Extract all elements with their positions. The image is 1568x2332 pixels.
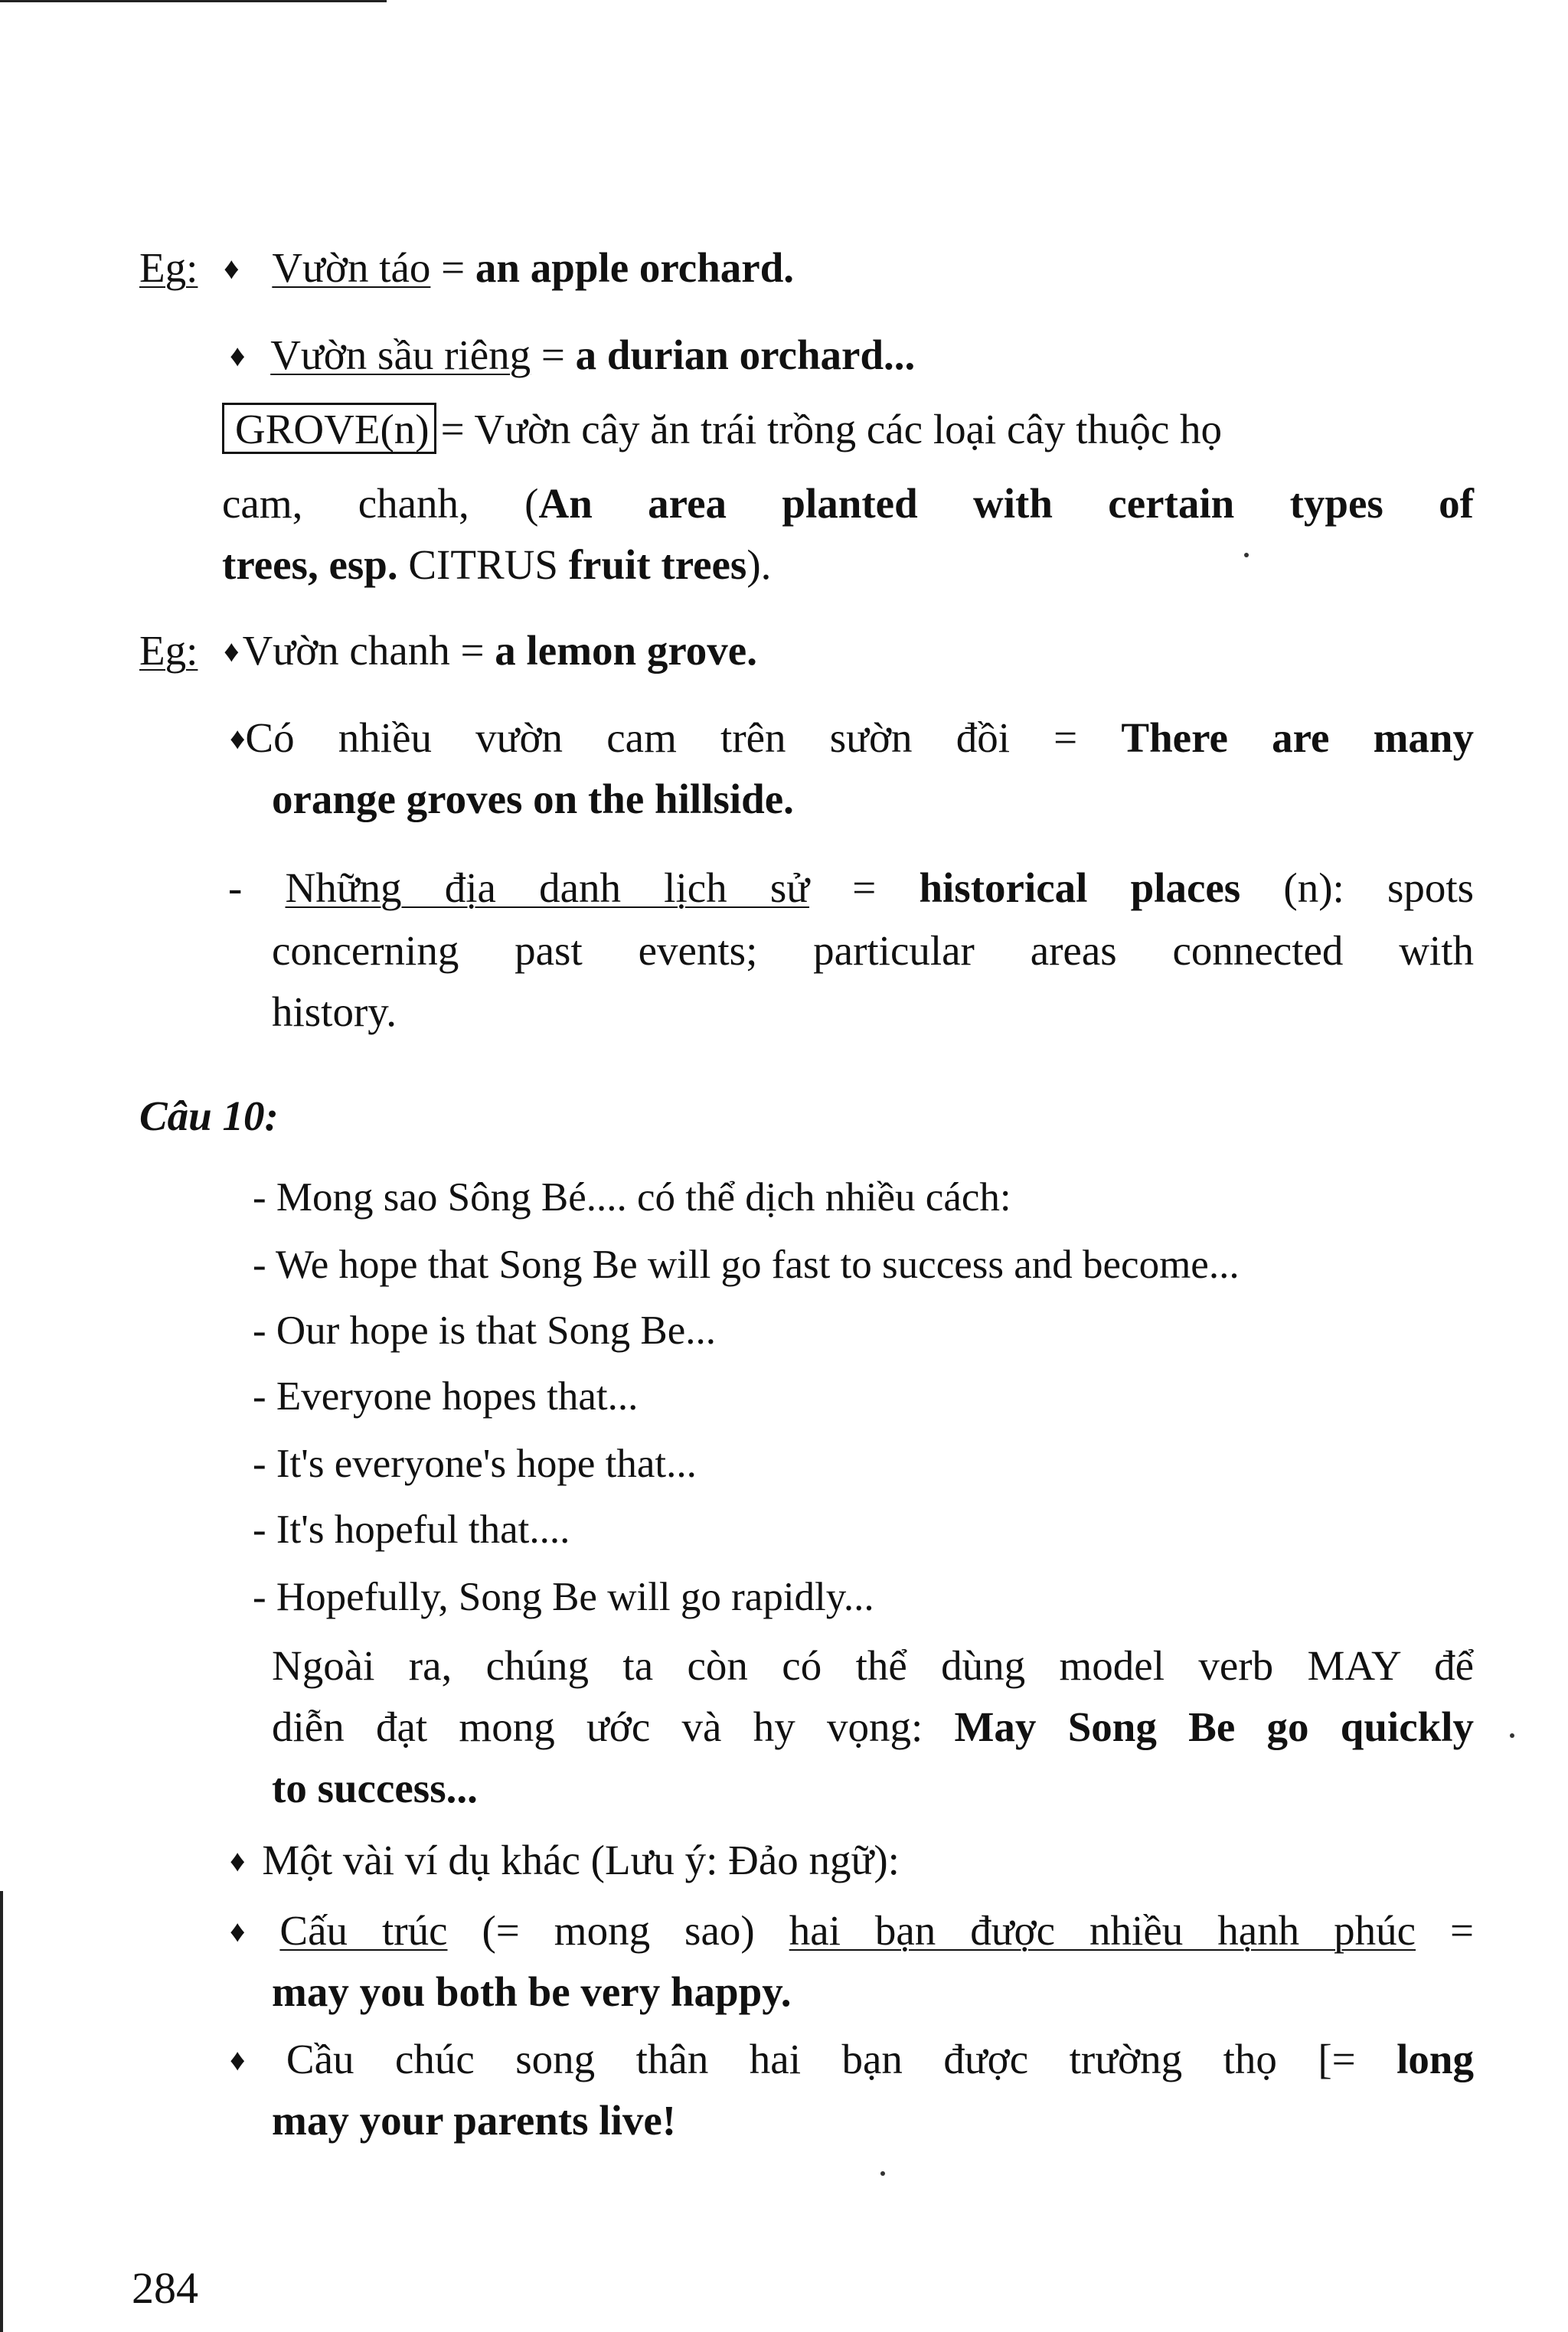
diamond-bullet-icon: ♦ <box>224 251 240 286</box>
diamond-bullet-icon: ♦ <box>230 338 246 373</box>
eg-label: Eg: <box>139 244 198 291</box>
equals-sign: = <box>541 332 565 378</box>
diamond-bullet-icon: ♦ <box>230 2043 246 2077</box>
page-number: 284 <box>132 2263 198 2313</box>
inversion-example-1-line-2 <box>272 1968 792 2015</box>
diamond-bullet-icon: ♦ <box>230 721 246 756</box>
vietnamese-term: hai bạn được nhiều hạnh phúc <box>789 1907 1416 1954</box>
vietnamese-term: Vườn chanh = <box>242 627 485 674</box>
section-heading: Câu 10: <box>139 1093 279 1139</box>
inversion-example-2-line-1 <box>230 2038 1474 2080</box>
historical-places-line-3 <box>272 988 397 1035</box>
english-example: to success... <box>272 1765 478 1811</box>
grove-definition-line-1 <box>222 403 1474 454</box>
grove-definition-line-3 <box>222 541 772 588</box>
list-item: - Mong sao Sông Bé.... có thể dịch nhiều cách: <box>253 1175 1011 1220</box>
diamond-bullet-icon: ♦ <box>230 1844 246 1878</box>
inversion-example-1-line-1 <box>230 1907 1475 1954</box>
english-term: an apple orchard. <box>475 244 795 291</box>
diamond-bullet-icon: ♦ <box>230 1914 246 1948</box>
example-apple-orchard <box>139 244 795 291</box>
example-lemon-grove <box>139 627 757 674</box>
equals-sign: = <box>1450 1907 1475 1954</box>
inversion-example-2-line-2 <box>272 2097 677 2144</box>
scan-speck <box>1510 1733 1514 1738</box>
definition-text: concerning past events; particular areas connected with <box>272 927 1474 974</box>
equals-sign: = <box>441 244 466 291</box>
definition-text: (n): spots <box>1283 864 1475 911</box>
vietnamese-term: Có nhiều vườn cam trên sườn đồi = <box>245 714 1078 761</box>
vietnamese-term: Cầu chúc song thân hai bạn được trường thọ [= <box>286 2036 1356 2082</box>
list-item: - Everyone hopes that... <box>253 1374 639 1419</box>
grove-definition-line-2 <box>222 480 1474 527</box>
vietnamese-term: Những địa danh lịch sử <box>285 864 810 911</box>
vietnamese-term: Vườn táo <box>272 244 431 291</box>
english-term: a lemon grove. <box>495 627 757 674</box>
grove-def-en: An area planted with certain types of <box>538 480 1474 527</box>
grove-def-vi: cam, chanh, ( <box>222 480 539 527</box>
english-term: a durian orchard... <box>575 332 916 378</box>
english-term: may you both be very happy. <box>272 1968 792 2015</box>
definition-text: history. <box>272 988 397 1035</box>
english-term: orange groves on the hillside. <box>272 776 794 822</box>
english-example: May Song Be go quickly <box>954 1703 1474 1750</box>
may-paragraph-line-3 <box>272 1767 478 1809</box>
grove-term-box: GROVE(n) <box>222 403 436 454</box>
scan-edge-top <box>0 0 387 2</box>
scan-edge-left <box>0 1891 3 2332</box>
paragraph-text: Một vài ví dụ khác (Lưu ý: Đảo ngữ): <box>262 1837 900 1883</box>
english-term: long <box>1396 2036 1475 2082</box>
list-item: - Hopefully, Song Be will go rapidly... <box>253 1575 874 1619</box>
paragraph-text: (= mong sao) <box>482 1907 755 1954</box>
vietnamese-term: Vườn sầu riêng <box>270 332 531 378</box>
grove-def-en: trees, esp. <box>222 541 398 588</box>
paragraph-text: Ngoài ra, chúng ta còn có thể dùng model verb MAY để <box>272 1642 1474 1689</box>
grove-definition-text: = Vườn cây ăn trái trồng các loại cây thuộc họ <box>440 406 1223 452</box>
inversion-intro <box>230 1839 900 1881</box>
historical-places-line-1 <box>228 864 1475 911</box>
example-durian-orchard <box>230 334 915 376</box>
may-paragraph-line-2 <box>272 1703 1474 1750</box>
diamond-bullet-icon: ♦ <box>224 634 240 668</box>
may-paragraph-line-1 <box>272 1644 1474 1687</box>
dash-bullet: - <box>228 864 243 911</box>
eg-label: Eg: <box>139 627 198 674</box>
paragraph-text: diễn đạt mong ước và hy vọng: <box>272 1703 923 1750</box>
vietnamese-term: Cấu trúc <box>279 1907 448 1954</box>
example-orange-groves-line-2 <box>272 778 794 820</box>
list-item: - It's hopeful that.... <box>253 1507 570 1552</box>
grove-def-citrus: CITRUS <box>408 541 558 588</box>
equals-sign: = <box>852 864 877 911</box>
english-term: historical places <box>919 864 1241 911</box>
english-term: There are many <box>1121 714 1475 761</box>
english-term: may your parents live! <box>272 2097 677 2144</box>
example-orange-groves-line-1 <box>230 714 1475 761</box>
scan-speck <box>880 2171 885 2176</box>
list-item: - We hope that Song Be will go fast to success and become... <box>253 1243 1240 1287</box>
list-item: - Our hope is that Song Be... <box>253 1308 717 1353</box>
grove-def-close: ). <box>746 541 772 588</box>
scan-speck <box>1244 553 1249 557</box>
historical-places-line-2 <box>272 929 1474 972</box>
list-item: - It's everyone's hope that... <box>253 1442 697 1486</box>
grove-def-en: fruit trees <box>568 541 747 588</box>
